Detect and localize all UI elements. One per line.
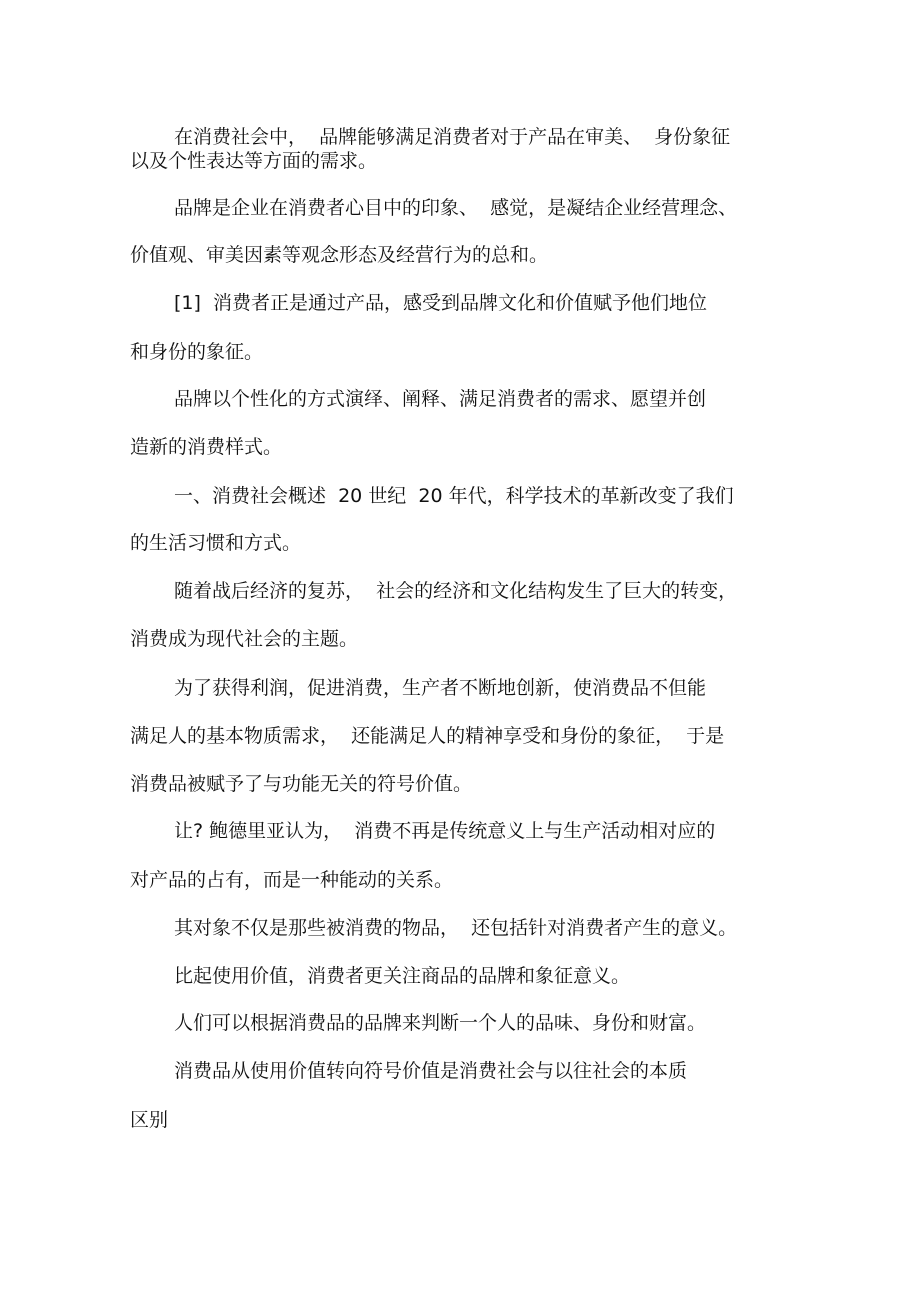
text-line-18: 其对象不仅是那些被消费的物品， 还包括针对消费者产生的意义。 (174, 917, 738, 939)
text-line-16: 让? 鲍德里亚认为， 消费不再是传统意义上与生产活动相对应的 (174, 820, 716, 842)
text-line-3: 品牌是企业在消费者心目中的印象、 感觉，是凝结企业经营理念、 (174, 197, 738, 219)
text-line-21: 消费品从使用价值转向符号价值是消费社会与以往社会的本质 (174, 1060, 688, 1082)
text-line-5: [1] 消费者正是通过产品，感受到品牌文化和价值赋予他们地位 (174, 292, 707, 314)
text-line-4: 价值观、审美因素等观念形态及经营行为的总和。 (130, 244, 549, 266)
text-line-7: 品牌以个性化的方式演绎、阐释、满足消费者的需求、愿望并创 (174, 388, 707, 410)
text-line-22: 区别 (130, 1109, 169, 1131)
text-line-9: 一、消费社会概述 20 世纪 20 年代，科学技术的革新改变了我们 (174, 485, 734, 507)
text-line-20: 人们可以根据消费品的品牌来判断一个人的品味、身份和财富。 (174, 1012, 707, 1034)
text-line-10: 的生活习惯和方式。 (130, 532, 302, 554)
text-line-13: 为了获得利润，促进消费，生产者不断地创新，使消费品不但能 (174, 677, 707, 699)
text-line-6: 和身份的象征。 (130, 341, 264, 363)
text-line-2: 以及个性表达等方面的需求。 (130, 150, 378, 172)
text-line-1: 在消费社会中， 品牌能够满足消费者对于产品在审美、 身份象征 (174, 126, 731, 148)
text-line-12: 消费成为现代社会的主题。 (130, 628, 359, 650)
text-line-11: 随着战后经济的复苏， 社会的经济和文化结构发生了巨大的转变， (174, 580, 738, 602)
text-line-14: 满足人的基本物质需求， 还能满足人的精神享受和身份的象征， 于是 (130, 725, 725, 747)
text-line-19: 比起使用价值，消费者更关注商品的品牌和象征意义。 (174, 965, 631, 987)
text-line-8: 造新的消费样式。 (130, 436, 283, 458)
text-line-15: 消费品被赋予了与功能无关的符号价值。 (130, 773, 473, 795)
text-line-17: 对产品的占有，而是一种能动的关系。 (130, 869, 454, 891)
